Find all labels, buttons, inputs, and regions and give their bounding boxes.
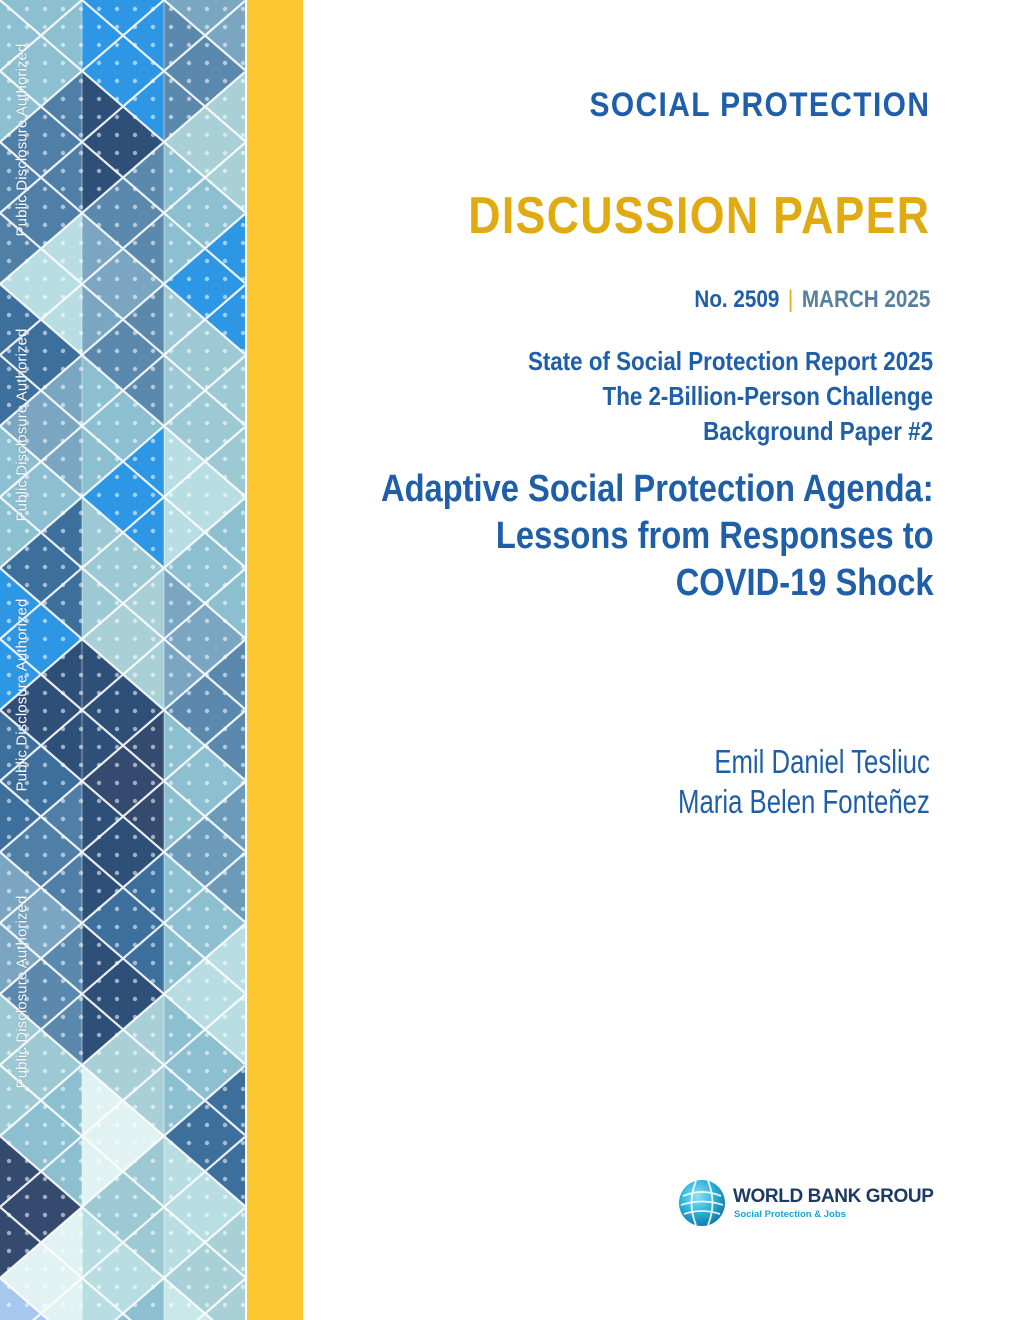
report-line: Background Paper #2 — [703, 416, 933, 446]
issue-line — [694, 286, 930, 314]
report-line: The 2-Billion-Person Challenge — [602, 381, 933, 411]
report-subtitle-block — [528, 344, 933, 449]
paper-number: No. 2509 — [694, 286, 779, 313]
report-line: State of Social Protection Report 2025 — [527, 346, 933, 376]
logo-subtitle: Social Protection & Jobs — [734, 1209, 846, 1220]
title-line: Adaptive Social Protection Agenda: — [381, 468, 934, 510]
title-line: Lessons from Responses to — [496, 515, 934, 557]
series-title: SOCIAL PROTECTION — [589, 86, 930, 124]
paper-title — [381, 466, 934, 607]
world-bank-group-logo — [677, 1178, 937, 1230]
issue-date: MARCH 2025 — [801, 286, 930, 313]
title-line: COVID-19 Shock — [676, 562, 934, 604]
author-name: Maria Belen Fonteñez — [678, 783, 930, 820]
triangle-pattern-band — [0, 0, 245, 1320]
issue-separator: | — [787, 286, 793, 313]
globe-icon — [677, 1178, 727, 1228]
author-name: Emil Daniel Tesliuc — [714, 743, 930, 780]
logo-wordmark: WORLD BANK GROUP — [733, 1186, 934, 1207]
author-list — [678, 742, 930, 822]
document-type-heading: DISCUSSION PAPER — [467, 187, 930, 245]
yellow-accent-bar — [247, 0, 303, 1320]
